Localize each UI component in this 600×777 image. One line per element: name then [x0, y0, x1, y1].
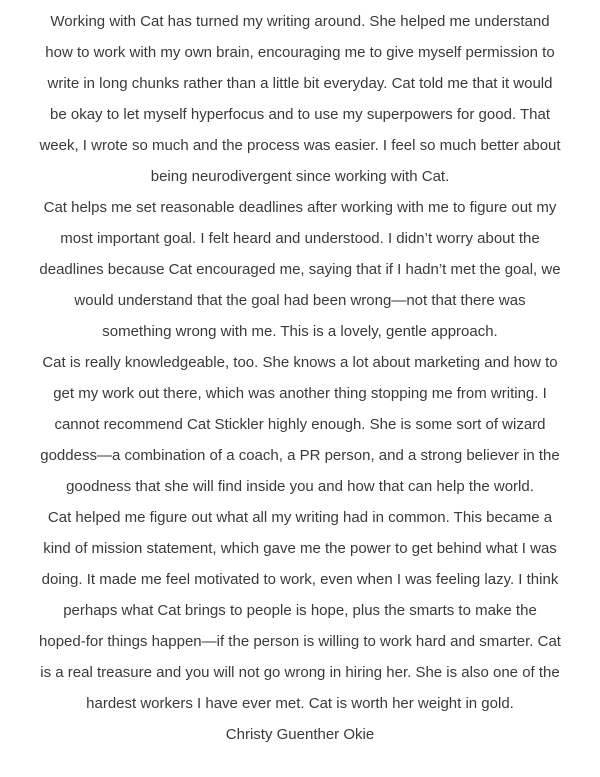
testimonial-line: doing. It made me feel motivated to work, even when I was feeling lazy. I think	[41, 571, 559, 588]
testimonial-line: perhaps what Cat brings to people is hope, plus the smarts to make the	[63, 602, 537, 619]
testimonial-line: hardest workers I have ever met. Cat is worth her weight in gold.	[86, 695, 514, 712]
testimonial-paragraph-2	[10, 192, 590, 347]
testimonial-attribution: Christy Guenther Okie	[225, 726, 375, 743]
testimonial-line: deadlines because Cat encouraged me, saying that if I hadn’t met the goal, we	[39, 261, 561, 278]
testimonial-line: how to work with my own brain, encouraging me to give myself permission to	[45, 44, 555, 61]
testimonial-line: something wrong with me. This is a lovely, gentle approach.	[102, 323, 498, 340]
testimonial-line: goddess—a combination of a coach, a PR person, and a strong believer in the	[40, 447, 560, 464]
testimonial-line: most important goal. I felt heard and understood. I didn’t worry about the	[60, 230, 540, 247]
testimonial-line: Cat is really knowledgeable, too. She knows a lot about marketing and how to	[42, 354, 558, 371]
testimonial-line: being neurodivergent since working with Cat.	[150, 168, 450, 185]
testimonial-line: week, I wrote so much and the process was easier. I feel so much better about	[39, 137, 561, 154]
testimonial-line: get my work out there, which was another thing stopping me from writing. I	[53, 385, 547, 402]
testimonial-line: Cat helped me figure out what all my writing had in common. This became a	[47, 509, 553, 526]
testimonial-line: is a real treasure and you will not go wrong in hiring her. She is also one of the	[40, 664, 560, 681]
testimonial-line: hoped-for things happen—if the person is willing to work hard and smarter. Cat	[39, 633, 561, 650]
testimonial-paragraph-4	[10, 502, 590, 719]
testimonial-line: would understand that the goal had been wrong—not that there was	[74, 292, 526, 309]
testimonial-paragraph-1	[10, 6, 590, 192]
testimonial-line: cannot recommend Cat Stickler highly enough. She is some sort of wizard	[54, 416, 546, 433]
testimonial-line: kind of mission statement, which gave me the power to get behind what I was	[43, 540, 557, 557]
testimonial-line: be okay to let myself hyperfocus and to use my superpowers for good. That	[50, 106, 550, 123]
testimonial-line: write in long chunks rather than a little bit everyday. Cat told me that it would	[47, 75, 553, 92]
testimonial-line: goodness that she will find inside you and how that can help the world.	[66, 478, 534, 495]
testimonial-paragraph-3	[10, 347, 590, 502]
testimonial-line: Working with Cat has turned my writing around. She helped me understand	[50, 13, 550, 30]
testimonial-line: Cat helps me set reasonable deadlines after working with me to figure out my	[43, 199, 557, 216]
